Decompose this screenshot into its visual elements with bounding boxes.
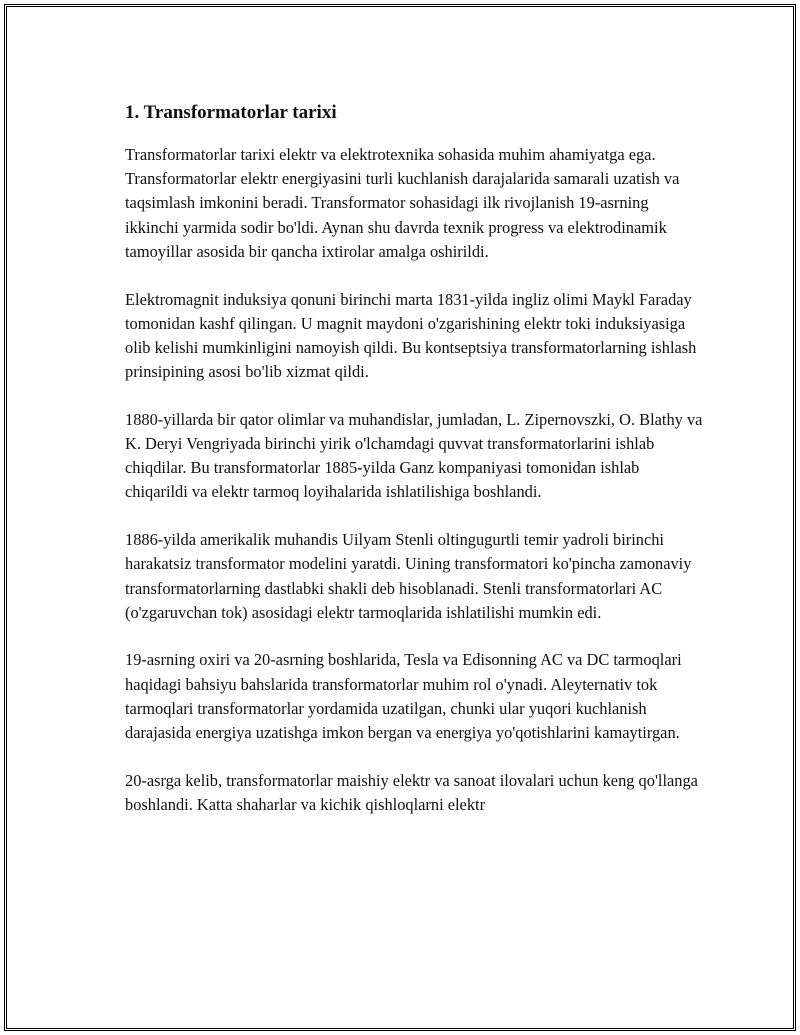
paragraph-1: Transformatorlar tarixi elektr va elektrotexnika sohasida muhim ahamiyatga ega. Transformatorlar elektr energiyasini turli kuchlanish darajalarida samarali uzatish va taqsimlash imkonini beradi. Transformator sohasidagi ilk rivojlanish 19-asrning ikkinchi yarmida sodir bo'ldi. Aynan shu davrda texnik progress va elektrodinamik tamoyillar asosida bir qancha ixtirolar amalga oshirildi. bbox=[125, 145, 680, 261]
document-body bbox=[125, 101, 703, 841]
paragraph-5: 19-asrning oxiri va 20-asrning boshlarida, Tesla va Edisonning AC va DC tarmoqlari haqidagi bahsiyu bahslarida transformatorlar muhim rol o'ynadi. Aleyternativ tok tarmoqlari transformatorlar yordamida uzatilgan, chunki ular yuqori kuchlanish darajasida energiya uzatishga imkon bergan va energiya yo'qotishlarini kamaytirgan. bbox=[125, 650, 682, 743]
page-frame bbox=[4, 4, 796, 1031]
paragraph-4: 1886-yilda amerikalik muhandis Uilyam Stenli oltingugurtli temir yadroli birinchi harakatsiz transformator modelini yaratdi. Uining transformatori ko'pincha zamonaviy transformatorlarning dastlabki shakli deb hisoblanadi. Stenli transformatorlari AC (o'zgaruvchan tok) asosidagi elektr tarmoqlarida ishlatilishi mumkin edi. bbox=[125, 530, 692, 622]
paragraph-3: 1880-yillarda bir qator olimlar va muhandislar, jumladan, L. Zipernovszki, O. Blathy va K. Deryi Vengriyada birinchi yirik o'lchamdagi quvvat transformatorlarini ishlab chiqdilar. Bu transformatorlar 1885-yilda Ganz kompaniyasi tomonidan ishlab chiqarildi va elektr tarmoq loyihalarida ishlatilishiga boshlandi. bbox=[125, 409, 703, 502]
section-heading: 1. Transformatorlar tarixi bbox=[125, 102, 337, 123]
paragraph-2: Elektromagnit induksiya qonuni birinchi marta 1831-yilda ingliz olimi Maykl Faraday tomonidan kashf qilingan. U magnit maydoni o'zgarishining elektr toki induksiyasiga olib kelishi mumkinligini namoyish qildi. Bu kontseptsiya transformatorlarning ishlash prinsipining asosi bo'lib xizmat qildi. bbox=[125, 289, 697, 382]
paragraph-6: 20-asrga kelib, transformatorlar maishiy elektr va sanoat ilovalari uchun keng qo'llanga boshlandi. Katta shaharlar va kichik qishloqlarni elektr bbox=[125, 770, 698, 814]
